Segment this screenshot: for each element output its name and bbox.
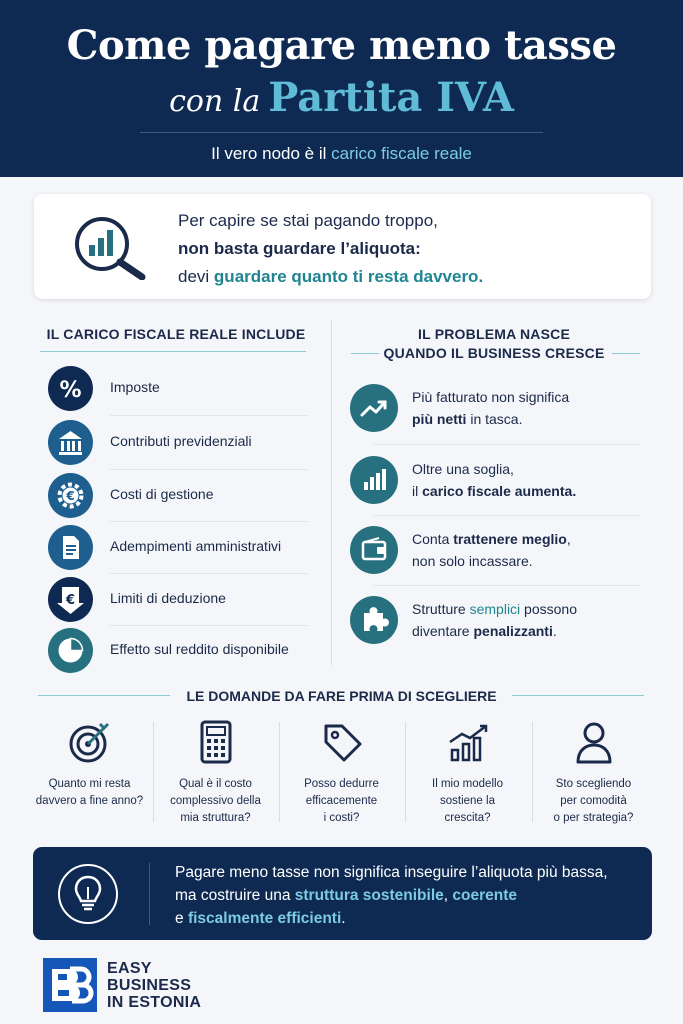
title-highlight: Partita IVA: [268, 74, 514, 121]
problem-rest: possono: [520, 601, 577, 617]
problem-prefix: Strutture: [412, 601, 470, 617]
problem-line-2: [412, 480, 576, 502]
list-item-contributi: [48, 418, 308, 468]
problem-rest: .: [552, 623, 557, 639]
brand-line-2: BUSINESS: [107, 977, 192, 994]
problem-prefix: Conta: [412, 531, 454, 547]
question-line: Sto scegliendo: [555, 778, 632, 790]
question-line: crescita?: [444, 812, 491, 824]
brand-line-1: EASY: [107, 960, 152, 977]
list-item-imposte: [48, 364, 308, 414]
document-icon: [48, 525, 93, 570]
question-text: [530, 776, 657, 827]
column-divider: [331, 320, 332, 665]
conclusion-divider: [149, 863, 150, 925]
question-item-strategia: [530, 716, 657, 831]
list-item-costi-gestione: [48, 471, 308, 521]
pie-chart-icon: [48, 628, 93, 673]
question-line: Quanto mi resta: [48, 778, 131, 790]
question-line: o per strategia?: [553, 812, 634, 824]
problem-line-1: Più fatturato non significa: [412, 389, 570, 405]
problem-separator: [374, 585, 640, 586]
bar-chart-icon: [350, 456, 398, 504]
puzzle-icon: [350, 596, 398, 644]
svg-text:€: €: [66, 489, 75, 503]
question-line: sostiene la: [440, 795, 495, 807]
conclusion-line-2: [175, 884, 608, 907]
subtitle-highlight: carico fiscale reale: [331, 144, 472, 163]
problem-separator: [374, 515, 640, 516]
gear-euro-icon: [48, 473, 93, 518]
problem-bold: carico fiscale aumenta: [422, 483, 573, 499]
svg-text:%: %: [59, 378, 82, 403]
right-title-rule-right: [612, 353, 640, 354]
intro-line-3-highlight: guardare quanto ti resta davvero.: [213, 267, 484, 286]
problem-bold: più netti: [412, 411, 467, 427]
header-divider: [140, 132, 543, 133]
problem-line-2: [412, 408, 569, 430]
problem-prefix: diventare: [412, 623, 474, 639]
brand-name: [107, 960, 201, 1011]
conclusion-line-1: Pagare meno tasse non significa inseguire l’aliquota più bassa,: [175, 864, 608, 881]
question-item-resta: [26, 716, 153, 831]
intro-line-1: Per capire se stai pagando troppo,: [178, 211, 438, 230]
problem-accent: semplici: [469, 601, 521, 617]
list-item-reddito: [48, 626, 308, 676]
conclusion-prefix: e: [175, 910, 188, 927]
problem-text: [412, 458, 576, 502]
page-title-line2: [0, 74, 683, 121]
trend-up-icon: [350, 384, 398, 432]
conclusion-prefix: ma costruire una: [175, 887, 295, 904]
list-separator: [110, 415, 308, 416]
question-line: per comodità: [560, 795, 627, 807]
question-line: Qual è il costo: [179, 778, 252, 790]
question-item-dedurre: [278, 716, 405, 831]
intro-card: [34, 194, 651, 299]
intro-line-3-prefix: devi: [178, 267, 214, 286]
problem-line-1: [412, 598, 577, 620]
brand-line-3: IN ESTONIA: [107, 994, 202, 1011]
questions-title: LE DOMANDE DA FARE PRIMA DI SCEGLIERE: [186, 688, 497, 704]
list-item-limiti-deduzione: [48, 575, 308, 625]
intro-text: [178, 207, 483, 291]
problem-separator: [374, 444, 640, 445]
left-title-rule: [40, 351, 306, 352]
question-text: [278, 776, 405, 827]
lightbulb-icon: [57, 863, 119, 925]
problem-bold: penalizzanti: [473, 623, 553, 639]
header-banner: [0, 0, 683, 177]
list-separator: [110, 521, 308, 522]
question-item-crescita: [404, 716, 531, 831]
question-text: [26, 776, 153, 810]
problem-rest: .: [572, 483, 577, 499]
right-title-line-2: QUANDO IL BUSINESS CRESCE: [383, 345, 605, 361]
bank-icon: [48, 420, 93, 465]
problem-item-fatturato: [350, 378, 650, 438]
problem-rest: ,: [566, 531, 571, 547]
price-tag-icon: [318, 718, 366, 766]
left-column-title: IL CARICO FISCALE REALE INCLUDE: [46, 326, 306, 342]
page-title: Come pagare meno tasse: [66, 22, 617, 69]
right-title-line-1: IL PROBLEMA NASCE: [418, 326, 570, 342]
problem-bold: trattenere meglio: [453, 531, 567, 547]
list-item-label: Limiti di deduzione: [110, 590, 226, 606]
problem-prefix: il: [412, 483, 423, 499]
conclusion-box: [33, 847, 652, 940]
user-icon: [570, 718, 618, 766]
list-separator: [110, 573, 308, 574]
conclusion-highlight: coerente: [452, 887, 517, 904]
wallet-icon: [350, 526, 398, 574]
intro-line-2: non basta guardare l’aliquota:: [178, 239, 421, 258]
question-line: i costi?: [323, 812, 360, 824]
problem-line-2: non solo incassare.: [412, 553, 533, 569]
conclusion-period: .: [341, 910, 346, 927]
problem-rest: in tasca.: [466, 411, 523, 427]
conclusion-highlight: fiscalmente efficienti: [187, 910, 342, 927]
page-subtitle: [0, 144, 683, 164]
question-item-costo: [152, 716, 279, 831]
conclusion-highlight: struttura sostenibile: [294, 887, 444, 904]
question-text: [152, 776, 279, 827]
question-line: efficacemente: [305, 795, 378, 807]
problem-line-1: Oltre una soglia,: [412, 461, 514, 477]
question-text: [404, 776, 531, 827]
conclusion-line-3: [175, 907, 608, 930]
list-item-label: Adempimenti amministrativi: [110, 538, 282, 554]
percent-icon: [48, 366, 93, 411]
problem-text: [412, 598, 577, 642]
conclusion-comma: ,: [443, 887, 453, 904]
problem-item-strutture: [350, 590, 650, 650]
growth-chart-icon: [444, 718, 492, 766]
intro-line-3: [178, 263, 483, 291]
question-line: mia struttura?: [180, 812, 251, 824]
question-line: Il mio modello: [432, 778, 503, 790]
calculator-icon: [192, 718, 240, 766]
problem-item-soglia: [350, 450, 650, 510]
question-line: davvero a fine anno?: [35, 795, 144, 807]
list-item-label: Imposte: [110, 379, 160, 395]
eb-logo-icon: [43, 958, 97, 1012]
problem-text: [412, 528, 571, 572]
target-icon: [66, 718, 114, 766]
problem-line-2: [412, 620, 577, 642]
question-line: complessivo della: [170, 795, 261, 807]
right-title-rule-left: [351, 353, 379, 354]
problem-line-1: [412, 528, 571, 550]
euro-down-icon: [48, 577, 93, 622]
list-separator: [110, 469, 308, 470]
list-item-adempimenti: [48, 523, 308, 573]
problem-item-trattenere: [350, 520, 650, 580]
list-item-label: Contributi previdenziali: [110, 433, 252, 449]
question-line: Posso dedurre: [304, 778, 379, 790]
conclusion-text: [175, 861, 608, 930]
title-prefix: con la: [169, 84, 261, 119]
list-item-label: Effetto sul reddito disponibile: [110, 641, 289, 657]
subtitle-text: Il vero nodo è il: [211, 144, 332, 163]
list-item-label: Costi di gestione: [110, 486, 214, 502]
problem-text: [412, 386, 569, 430]
magnifier-chart-icon: [72, 214, 148, 280]
svg-text:€: €: [65, 593, 76, 608]
right-column-title: [350, 325, 638, 363]
